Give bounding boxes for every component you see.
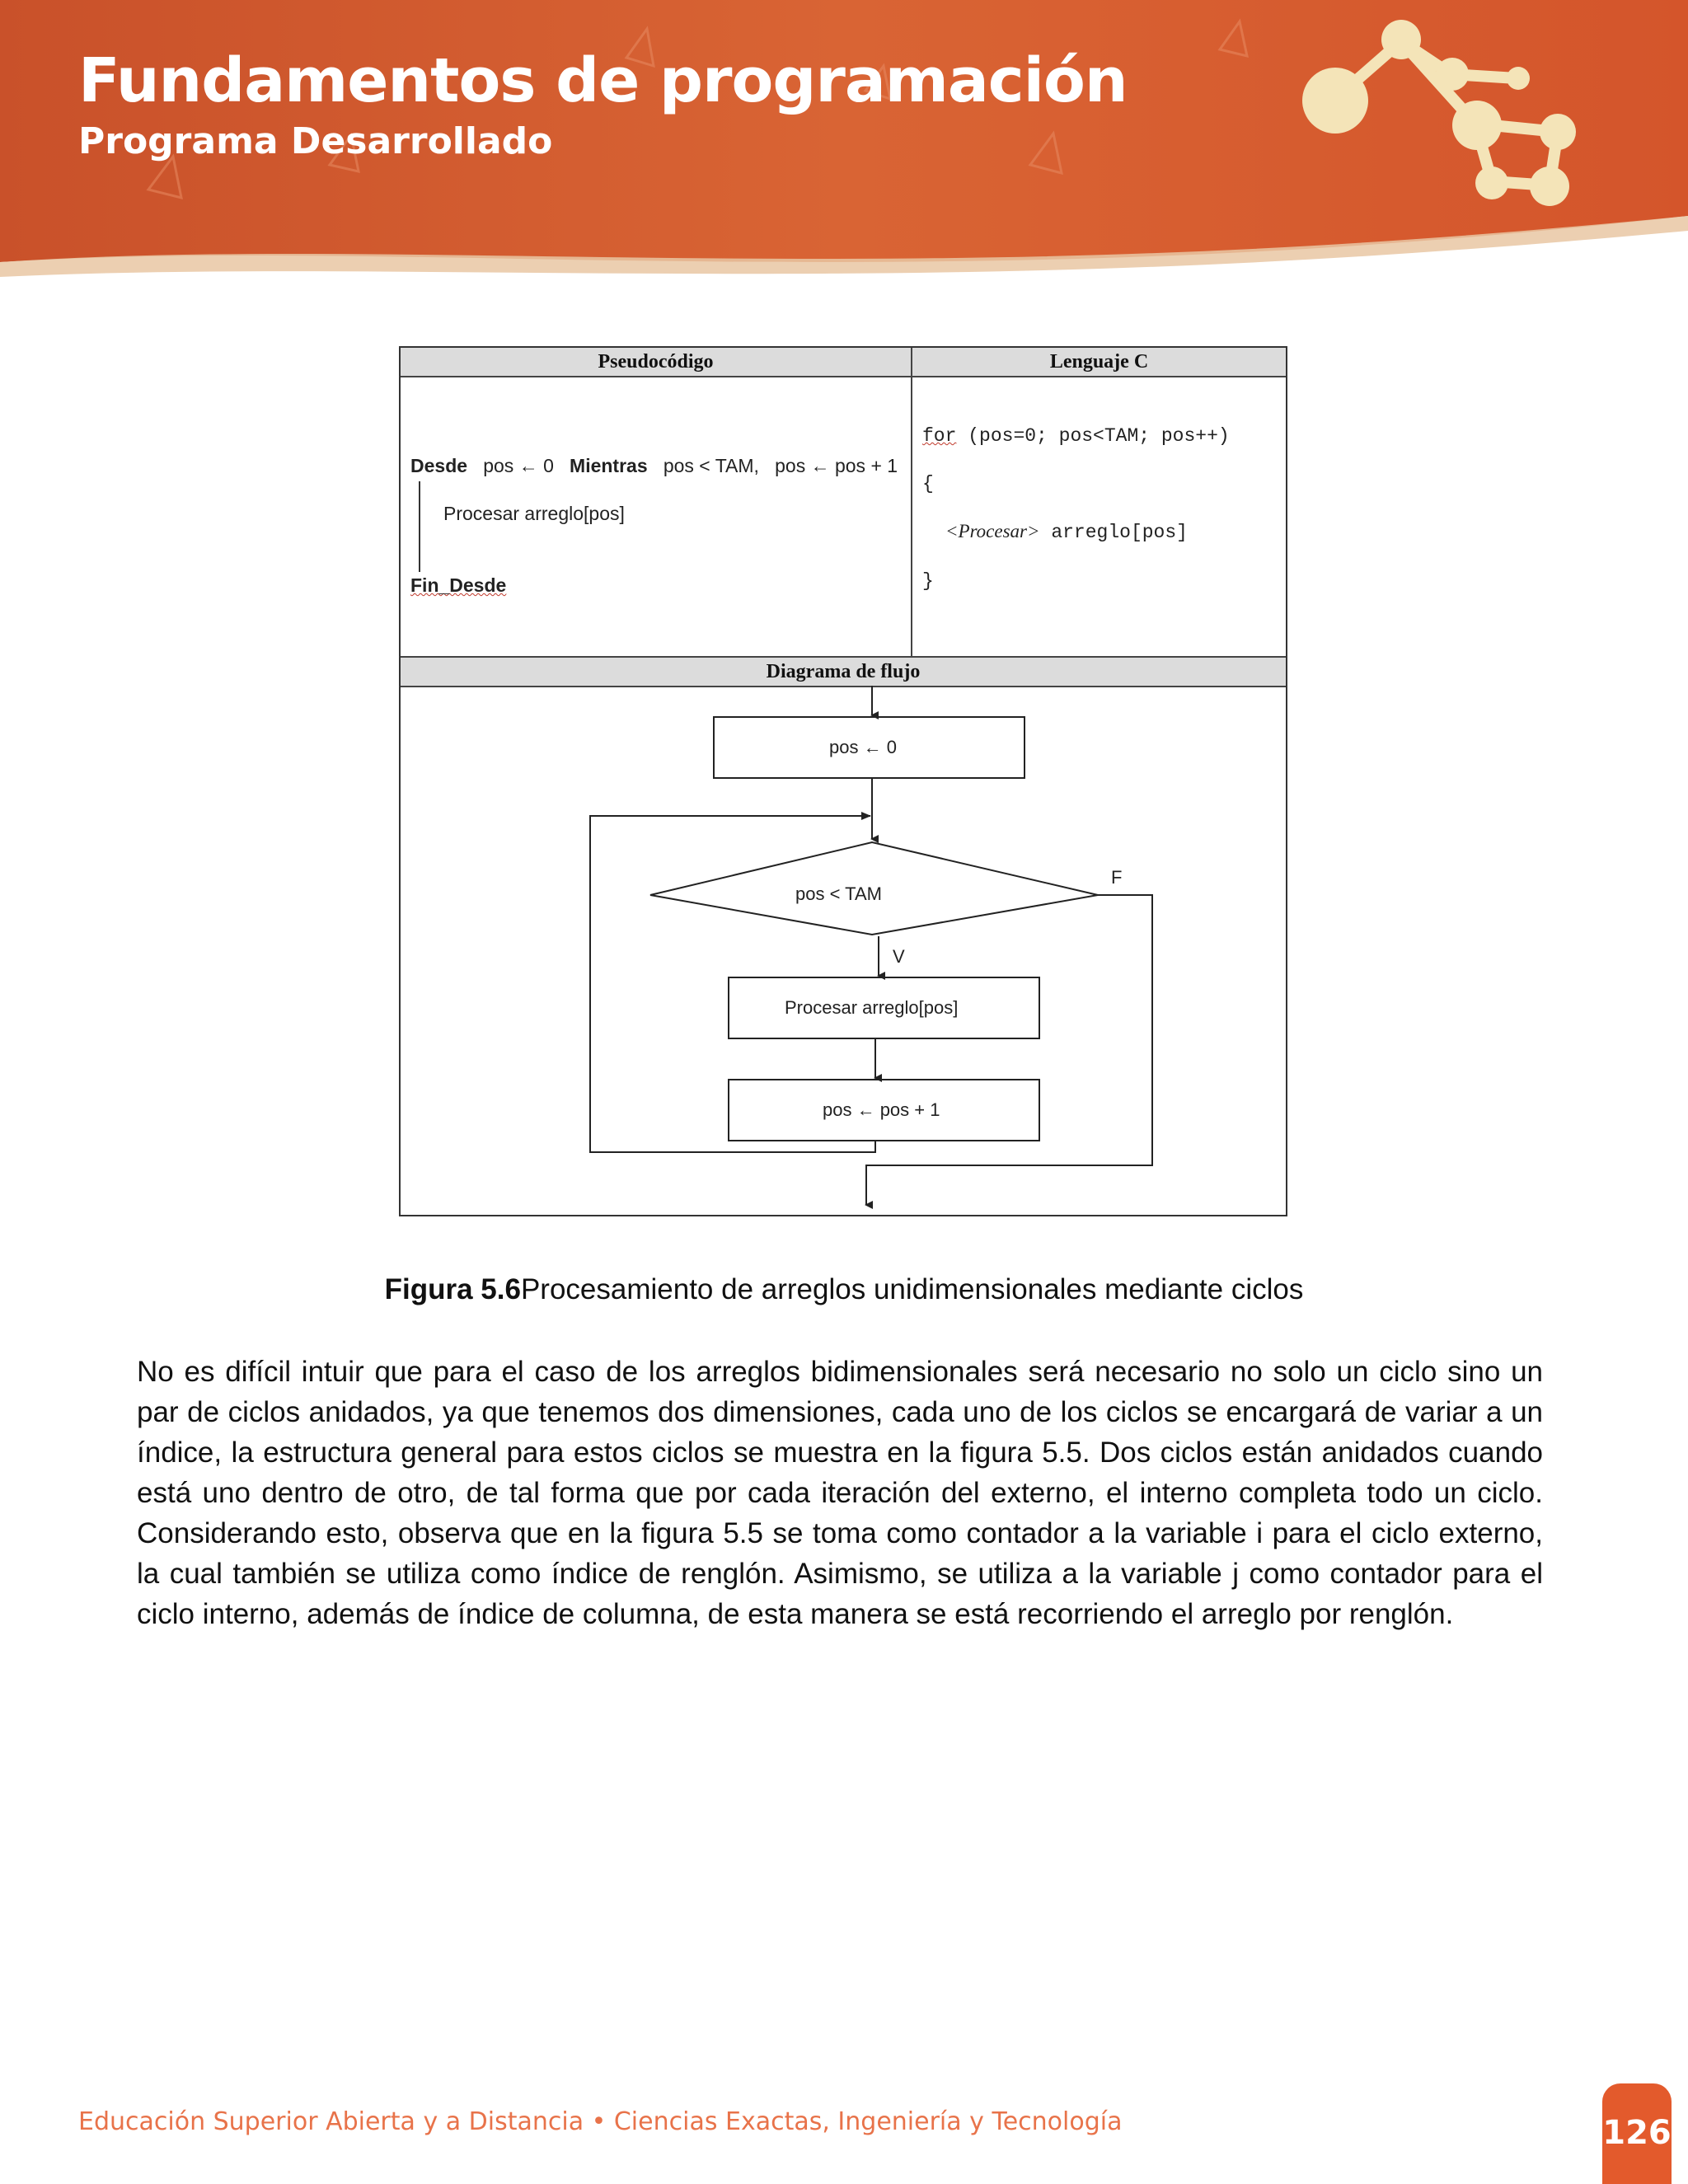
flow-increment-text: pos ← pos + 1 bbox=[823, 1099, 940, 1120]
c-language-header: Lenguaje C bbox=[912, 348, 1286, 377]
c-process-arg: arreglo[pos] bbox=[1051, 522, 1188, 543]
pseudo-end bbox=[410, 574, 506, 597]
footer-text: Educación Superior Abierta y a Distancia • Ciencias Exactas, Ingeniería y Tecnología bbox=[78, 2107, 1123, 2136]
c-for-rest: (pos=0; pos<TAM; pos++) bbox=[968, 425, 1230, 447]
flow-false-path bbox=[866, 895, 1152, 1205]
c-process-line bbox=[945, 521, 1188, 543]
flow-false-label: F bbox=[1111, 867, 1123, 888]
pseudo-kw-desde: Desde bbox=[410, 455, 468, 476]
header-banner bbox=[0, 0, 1688, 297]
pseudo-init: pos ← 0 bbox=[483, 455, 554, 476]
caption-text: Procesamiento de arreglos unidimensionales mediante ciclos bbox=[520, 1273, 1304, 1305]
flowchart-header: Diagrama de flujo bbox=[401, 658, 1286, 687]
pseudocode-header: Pseudocódigo bbox=[401, 348, 911, 377]
c-close-brace: } bbox=[922, 570, 934, 592]
page-subtitle: Programa Desarrollado bbox=[78, 120, 553, 162]
body-paragraph: No es difícil intuir que para el caso de los arreglos bidimensionales será necesario no solo un ciclo sino un par de ciclos anidados, ya que tenemos dos dimensiones, cada uno de los ciclos se encargará de variar a un índice, la estructura general para estos ciclos se muestra en la figura 5.5. Dos ciclos están anidados cuando está uno dentro de otro, de tal forma que por cada iteración del externo, el interno completa todo un ciclo. Considerando esto, observa que en la figura 5.5 se toma como contador a la variable i para el ciclo externo, la cual también se utiliza como índice de renglón. Asimismo, se utiliza a la variable j como contador para el ciclo interno, además de índice de columna, de esta manera se está recorriendo el arreglo por renglón. bbox=[137, 1356, 1543, 1630]
caption-label: Figura 5.6 bbox=[384, 1273, 521, 1305]
flow-init-text: pos ← 0 bbox=[829, 737, 897, 757]
column-divider bbox=[911, 348, 912, 658]
c-process-kw: <Procesar> bbox=[945, 521, 1040, 541]
pseudo-incr: pos ← pos + 1 bbox=[775, 455, 898, 476]
c-for-line bbox=[922, 425, 1230, 447]
c-open-brace: { bbox=[922, 473, 934, 494]
pseudo-cond: pos < TAM, bbox=[663, 455, 759, 476]
pseudo-end-text: Fin_Desde bbox=[410, 574, 507, 596]
figure-table bbox=[399, 346, 1287, 1216]
pseudo-body: Procesar arreglo[pos] bbox=[443, 503, 625, 524]
flow-decision-text: pos < TAM bbox=[795, 883, 882, 904]
page-number: 126 bbox=[1602, 2114, 1672, 2152]
pseudo-for-line bbox=[410, 455, 898, 477]
flowchart bbox=[401, 686, 1286, 1213]
flow-process-text: Procesar arreglo[pos] bbox=[785, 997, 959, 1018]
page-title: Fundamentos de programación bbox=[78, 45, 1128, 116]
pseudo-kw-mientras: Mientras bbox=[570, 455, 648, 476]
pseudo-block-line bbox=[419, 481, 420, 572]
c-kw-for: for bbox=[922, 425, 957, 447]
flow-true-label: V bbox=[893, 946, 905, 967]
figure-caption bbox=[0, 1273, 1688, 1306]
